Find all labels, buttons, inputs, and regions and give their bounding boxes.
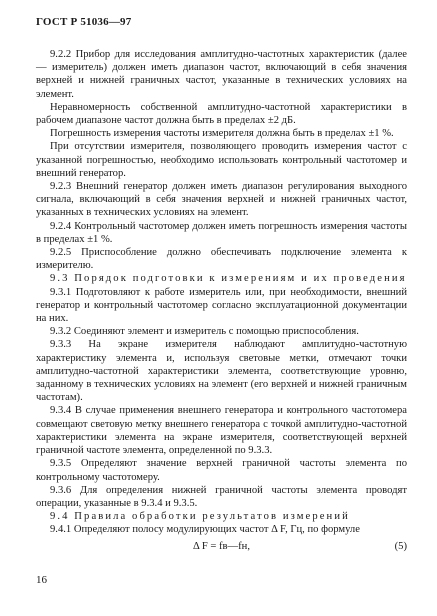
formula-number: (5) [394, 540, 407, 552]
paragraph: 9.2.5 Приспособление должно обеспечивать подключение элемента к измерителю. [36, 247, 407, 272]
formula: Δ F = fв—fн, [192, 540, 250, 552]
paragraph: 9.2.4 Контрольный частотомер должен иметь погрешность измерения частоты в пределах ±1 %. [36, 220, 407, 245]
paragraph: Неравномерность собственной амплитудно-частотной характеристики в рабочем диапазоне частот должна быть в пределах ±2 дБ. [36, 101, 407, 127]
standard-header: ГОСТ Р 51036—97 [36, 16, 132, 28]
paragraph: 9.3.5 Определяют значение верхней граничной частоты элемента по контрольному частотомеру. [36, 458, 407, 483]
section-heading: 9.3 Порядок подготовки к измерениям и их проведения [50, 273, 407, 285]
formula-line [36, 540, 407, 555]
paragraph: 9.3.1 Подготовляют к работе измеритель или, при необходимости, внешний генератор и контрольный частотомер согласно эксплуатационной документации на них. [36, 286, 407, 325]
paragraph: 9.3.6 Для определения нижней граничной частоты элемента проводят операции, указанные в 9.3.4 и 9.3.5. [36, 484, 407, 509]
section-heading: 9.4 Правила обработки результатов измерений [50, 511, 350, 523]
page-number: 16 [36, 574, 47, 586]
paragraph: 9.4.1 Определяют полосу модулирующих частот Δ F, Гц, по формуле [50, 524, 360, 536]
paragraph: 9.2.3 Внешний генератор должен иметь диапазон регулирования выходного сигнала, включающий в себя значения верхней и нижней граничных частот, указанных в технических условиях на элемент. [36, 181, 407, 219]
paragraph: При отсутствии измерителя, позволяющего проводить измерения частот с указанной погрешностью, необходимо использовать контрольный частотомер и внешний генератор. [36, 141, 407, 179]
paragraph: 9.2.2 Прибор для исследования амплитудно-частотных характеристик (далее — измеритель) должен иметь диапазон частот, включающий в себя значения верхней и нижней граничных частот, указанные в технических условиях на элемент. [36, 49, 407, 100]
paragraph: 9.3.3 На экране измерителя наблюдают амплитудно-частотную характеристику элемента и, используя световые метки, отмечают точки амплитудно-частотной характеристики элемента, соответствующие уровню, заданному в технических условиях на элемент (его верхней и нижней граничным частотам). [36, 339, 407, 404]
document-body [36, 46, 407, 555]
paragraph: 9.3.4 В случае применения внешнего генератора и контрольного частотомера совмещают световую метку внешнего генератора с точкой амплитудно-частотной характеристики элемента на экране измерителя, соответствующей верхней граничной частоте элемента, определенной по 9.3.3. [36, 405, 407, 457]
paragraph: Погрешность измерения частоты измерителя должна быть в пределах ±1 %. [50, 128, 394, 140]
paragraph: 9.3.2 Соединяют элемент и измеритель с помощью приспособления. [50, 326, 359, 338]
